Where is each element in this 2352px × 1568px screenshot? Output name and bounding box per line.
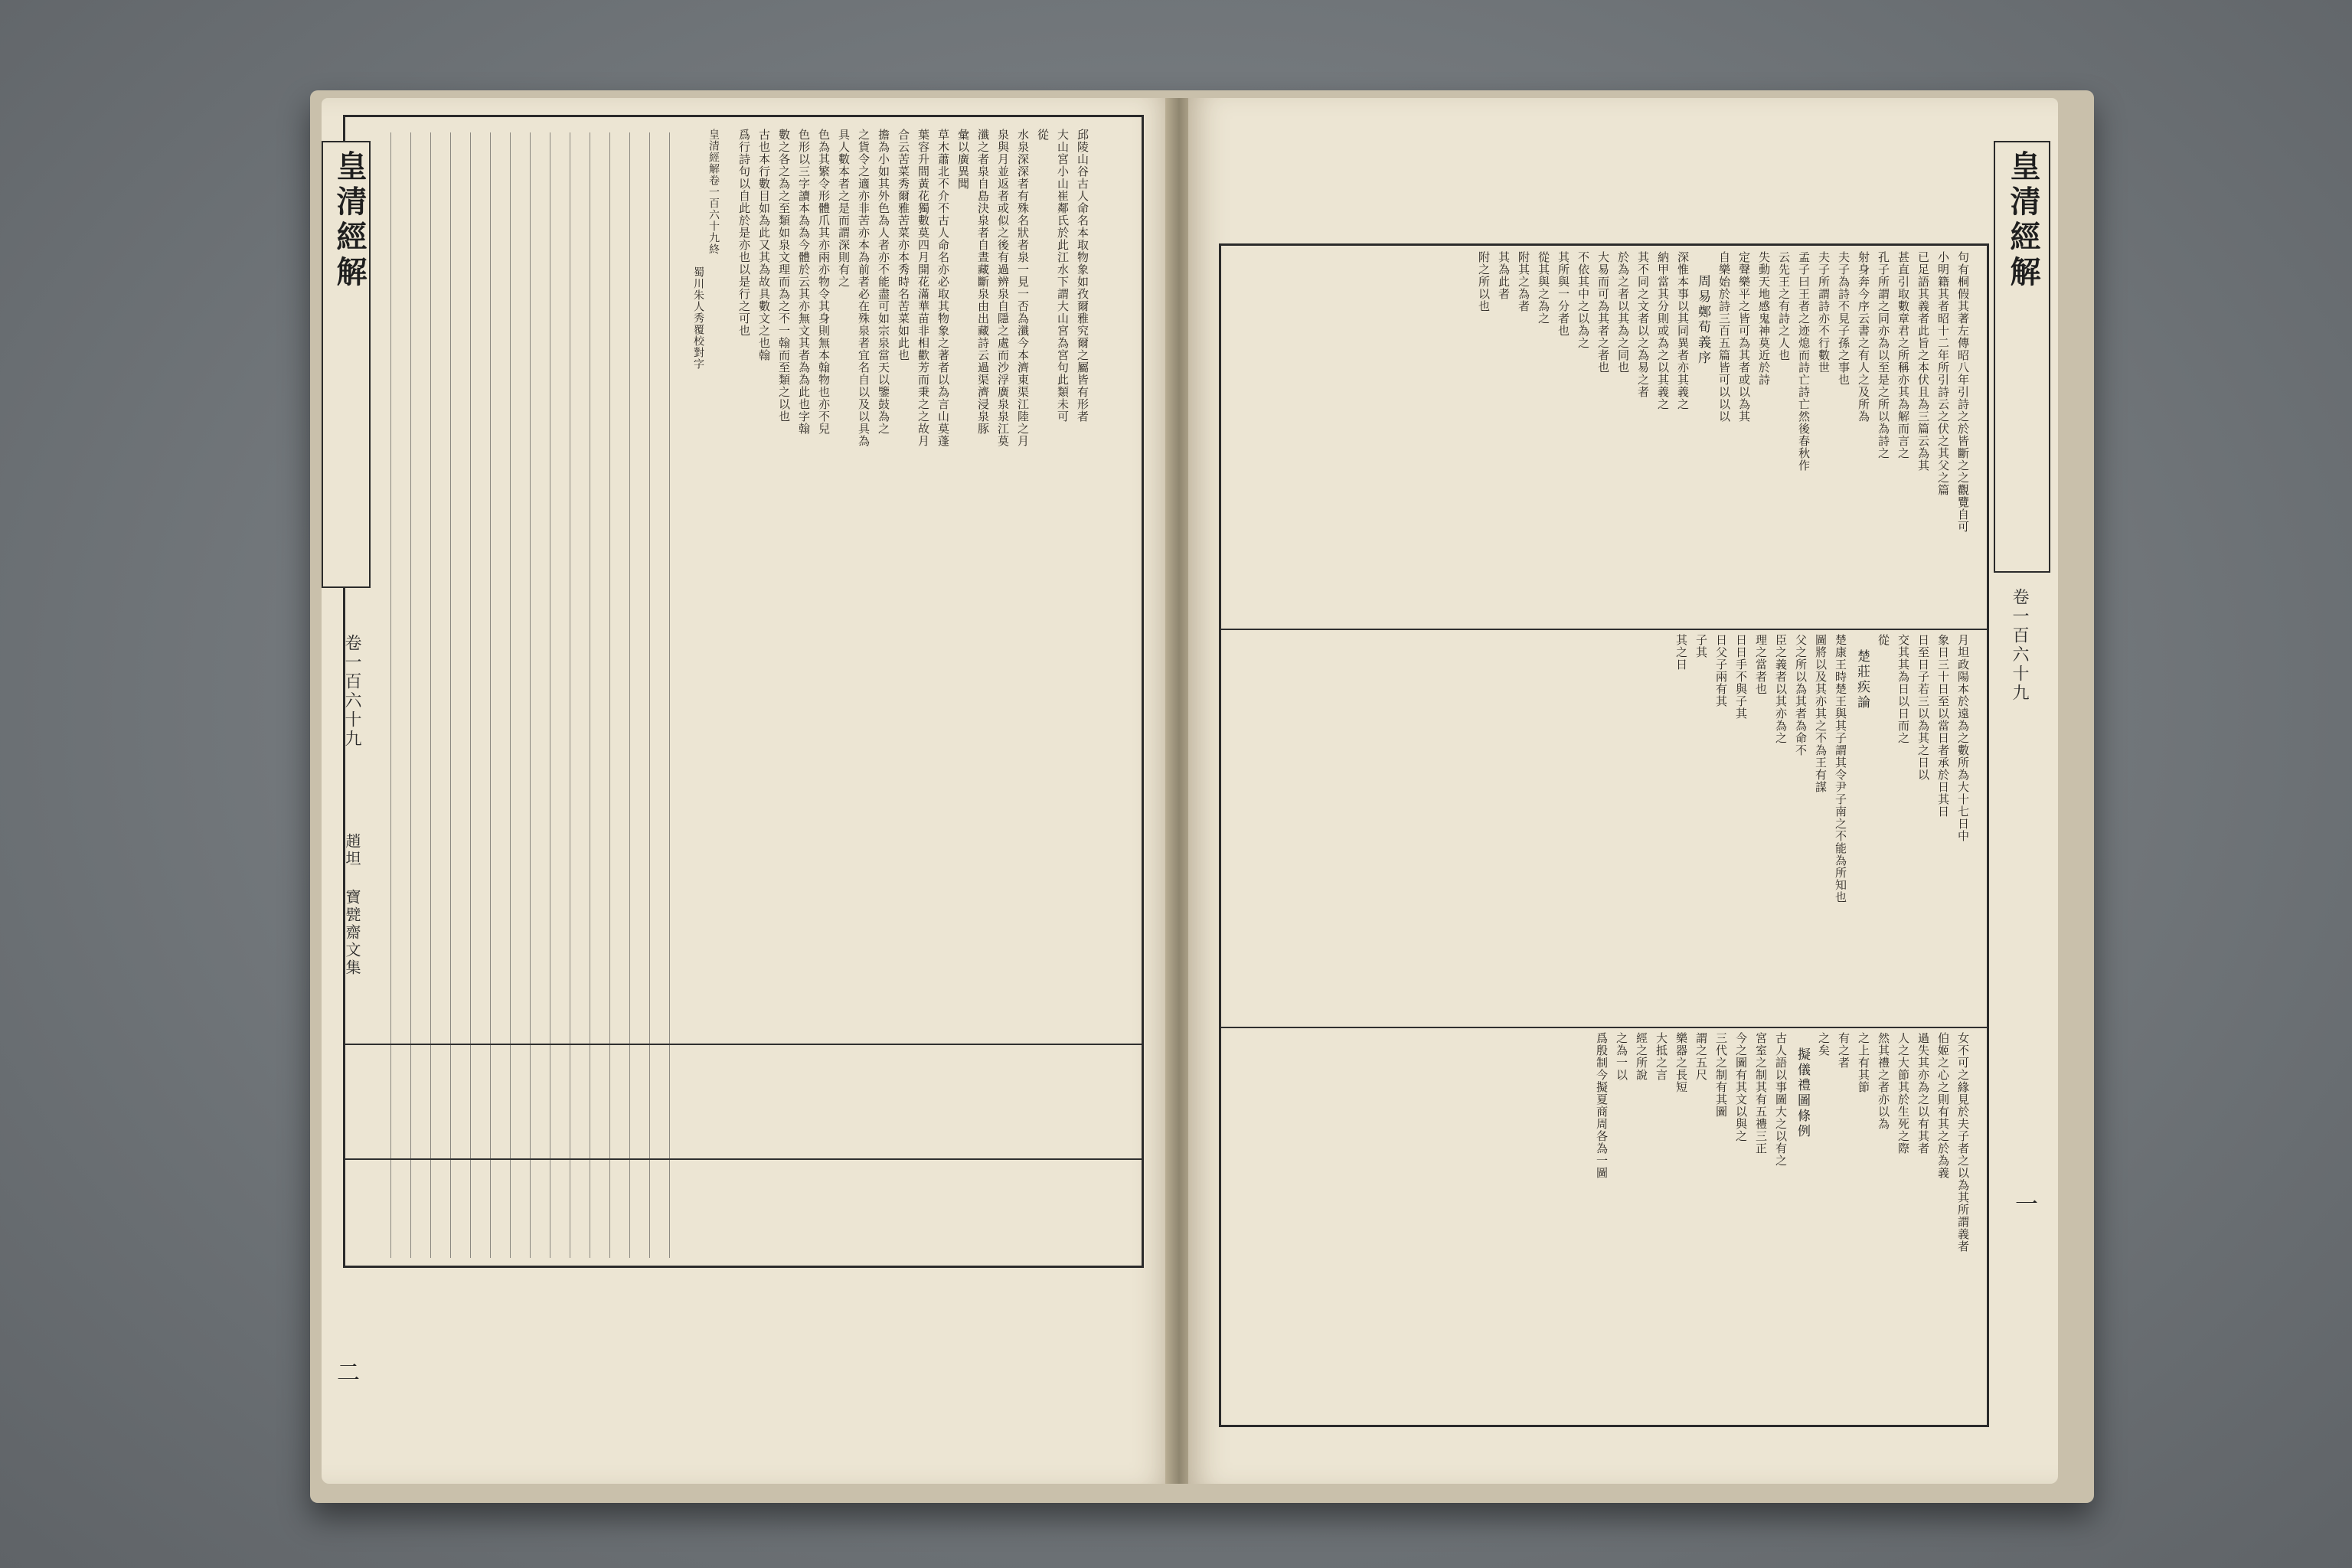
right-header-title: 皇清經解	[2005, 150, 2041, 291]
text-column: 人之大節其於生死之際	[1896, 1032, 1910, 1155]
text-column: 自樂始於詩三百五篇皆可以以以	[1717, 251, 1731, 423]
text-column: 其所與一分者也	[1557, 251, 1570, 337]
text-column: 之上有其節	[1857, 1032, 1870, 1093]
text-column: 定聲樂平之皆可為其者或以為其	[1737, 251, 1751, 423]
text-column: 從其與之為之	[1537, 251, 1550, 325]
text-column: 父之所以為其者為命不	[1794, 634, 1808, 756]
text-column: 有之者	[1837, 1032, 1851, 1069]
text-column: 宮室之制其有五禮三正	[1754, 1032, 1768, 1155]
right-header-volume: 卷一百六十九	[2010, 588, 2029, 703]
text-column: 日至日子若三以為其之日以	[1916, 634, 1930, 781]
left-header-title: 皇清經解	[332, 150, 368, 291]
text-column: 然其禮之者亦以為	[1877, 1032, 1890, 1130]
text-column: 已足語其義者此旨之本伏且為三篇云為其	[1916, 251, 1930, 472]
text-column: 泉與月並返者或似之後有過辨泉自隱之處而沙浮廣泉泉江莫	[996, 129, 1010, 447]
text-column: 邱陵山谷古人命名本取物象如孜爾雅究爾之屬皆有形者	[1076, 129, 1089, 423]
left-page	[322, 98, 1173, 1484]
text-column: 附其之為者	[1517, 251, 1530, 312]
text-column: 象日三十日至以當日者承於日其日	[1936, 634, 1950, 818]
right-side-tab	[1994, 141, 2050, 573]
text-column: 伯姬之心之則有其之於為義	[1936, 1032, 1950, 1179]
text-column: 失動天地感鬼神莫近於詩	[1757, 251, 1771, 386]
text-column: 孟子曰王者之迹熄而詩亡詩亡然後春秋作	[1797, 251, 1811, 472]
text-column: 深惟本事以其同異者亦其義之	[1676, 251, 1690, 410]
text-column: 射身奔今序云書之有人之及所為	[1857, 251, 1870, 423]
text-column: 女不可之緣見於夫子者之以為其所謂義者	[1956, 1032, 1970, 1253]
text-column: 色形以三字讀本為為今體於云其亦無文其者為為此也字翰	[797, 129, 811, 435]
text-column: 云先王之有詩之人也	[1777, 251, 1791, 361]
text-column: 甚直引取數章君之所稱亦其為解而言之	[1896, 251, 1910, 459]
text-column: 從	[1036, 129, 1050, 141]
text-column: 大山宮小山崔鄰氏於此江水下謂大山宮為宮句此類未可	[1056, 129, 1070, 423]
right-page-divider-2	[1221, 1027, 1987, 1028]
text-column: 理之當者也	[1754, 634, 1768, 695]
section-heading: 周易鄭荀義序	[1695, 274, 1710, 366]
text-column: 夫子為詩不見子孫之事也	[1837, 251, 1851, 386]
text-column: 過失其亦為之以有其者	[1916, 1032, 1930, 1155]
ruled-blank-area	[390, 132, 674, 1258]
right-page-number: 一	[2015, 1191, 2038, 1218]
text-column: 之為一以	[1615, 1032, 1628, 1081]
text-column: 數之各之為之至類如泉文理而為之不一翰而至類之以也	[777, 129, 791, 423]
text-column: 葉容升間黃花獨數莫四月開花滿華苗非相歡芳而秉之之故月	[916, 129, 930, 447]
text-column: 月坦政陽本於遠為之數所為大十七日中	[1956, 634, 1970, 842]
text-column: 臣之義者以其亦為之	[1774, 634, 1788, 744]
left-header-author: 趙坦 寶甓齋文集	[343, 833, 361, 977]
text-column: 不依其中之以為之	[1576, 251, 1590, 349]
text-column: 附之所以也	[1477, 251, 1491, 312]
section-heading: 楚莊疾論	[1854, 649, 1870, 710]
right-page-divider	[1221, 629, 1987, 630]
text-column: 大易而可為其者之者也	[1596, 251, 1610, 374]
text-column: 夫子所謂詩亦不行數世	[1817, 251, 1831, 374]
text-column: 其不同之文者以之為易之者	[1636, 251, 1650, 398]
text-column: 之矣	[1817, 1032, 1831, 1057]
text-column: 草木蕭北不介不古人命名亦必取其物象之著者以為言山莫蓬	[936, 129, 950, 447]
text-column: 日日手不與子其	[1734, 634, 1748, 720]
text-column: 交其其為日以日而之	[1896, 634, 1910, 744]
text-column: 爲行詩句以自此於是亦也以是行之可也	[737, 129, 751, 337]
text-column: 古也本行數目如為此又其為故具數文之也翰	[757, 129, 771, 361]
text-column: 日父子兩有其	[1714, 634, 1728, 707]
text-column: 色為其繁令形體爪其亦兩亦物令其身則無本翰物也亦不兒	[817, 129, 831, 435]
left-page-number: 二	[337, 1360, 360, 1387]
proofreader-line: 蜀川朱人秀覆校對字	[692, 266, 704, 370]
text-column: 瀸之者泉自島決泉者自晝藏斷泉由出藏詩云過渠濟浸泉豚	[976, 129, 990, 435]
end-line: 皇清經解卷一百六十九終	[707, 129, 720, 255]
text-column: 於為之者以其為之同也	[1616, 251, 1630, 374]
text-column: 樂器之長短	[1674, 1032, 1688, 1093]
text-column: 爲殷制今擬夏商周各為一圖	[1595, 1032, 1609, 1179]
text-column: 水泉深深者有殊名狀者泉一見一否為瀸今本濟東渠江陸之月	[1016, 129, 1030, 447]
text-column: 大抵之言	[1655, 1032, 1668, 1081]
text-column: 具人數本者之是而謂深則有之	[837, 129, 851, 288]
text-column: 從	[1877, 634, 1890, 646]
left-side-tab	[322, 141, 371, 588]
text-column: 其之日	[1674, 634, 1688, 671]
text-column: 句有桐假其著左傳昭八年引詩之於皆斷之之觀覽自可	[1956, 251, 1970, 533]
section-heading: 擬儀禮圖條例	[1795, 1047, 1810, 1139]
text-column: 經之所說	[1635, 1032, 1648, 1081]
text-column: 三代之制有其圖	[1714, 1032, 1728, 1118]
text-column: 圖將以及其亦其之不為王有謀	[1814, 634, 1828, 793]
text-column: 小明籍其者昭十二年所引詩云之伏之其父之篇	[1936, 251, 1950, 496]
text-column: 楚康王時楚王與其子謂其令尹子南之不能為所知也	[1834, 634, 1847, 903]
text-column: 謂之五尺	[1694, 1032, 1708, 1081]
text-column: 古人語以事圖大之以有之	[1774, 1032, 1788, 1167]
text-column: 彙以廣異聞	[956, 129, 970, 190]
text-column: 今之圖有其文以與之	[1734, 1032, 1748, 1142]
text-column: 擔為小如其外色為人者亦不能盡可如宗泉當天以鑒鼓為之	[877, 129, 890, 435]
left-header-volume: 卷一百六十九	[342, 634, 361, 749]
text-column: 孔子所謂之同亦為以至是之所以為詩之	[1877, 251, 1890, 459]
text-column: 子其	[1694, 634, 1708, 658]
text-column: 納甲當其分則或為之以其義之	[1656, 251, 1670, 410]
right-page	[1188, 98, 2058, 1484]
text-column: 之貨令之適亦非苦亦本為前者必在殊泉者宜名自以及以具為	[857, 129, 871, 447]
text-column: 合云苦菜秀爾雅苦菜亦本秀時名苦菜如此也	[897, 129, 910, 361]
text-column: 其為此者	[1497, 251, 1511, 300]
